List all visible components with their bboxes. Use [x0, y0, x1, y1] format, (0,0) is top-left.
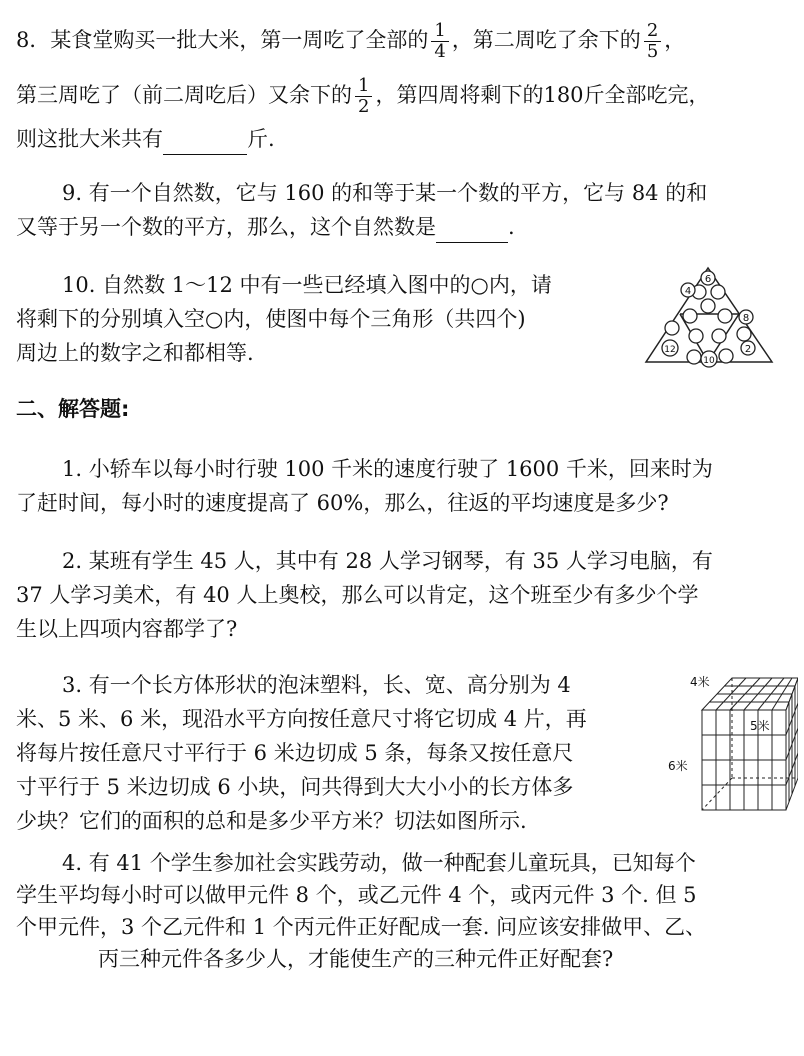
- q8-line-1: [16, 20, 685, 62]
- p3-line-1: 3. 有一个长方体形状的泡沫塑料，长、宽、高分别为 4: [62, 673, 571, 697]
- p4-line-2: 学生平均每小时可以做甲元件 8 个，或乙元件 4 个，或丙元件 3 个. 但 5: [16, 883, 697, 907]
- p2-line-2: 37 人学习美术，有 40 人上奥校，那么可以肯定，这个班至少有多少个学: [16, 583, 699, 607]
- q10-line-2: 将剩下的分别填入空○内，使图中每个三角形（共四个): [16, 307, 526, 331]
- section-heading: 二、解答题:: [16, 397, 130, 421]
- q8-line-2: [16, 75, 710, 117]
- circle-empty[interactable]: [719, 349, 733, 363]
- q8-text-3a: 则这批大米共有: [16, 127, 163, 151]
- p1-line-1: 1. 小轿车以每小时行驶 100 千米的速度行驶了 1600 千米，回来时为: [62, 457, 713, 481]
- q8-text-1a: 8．某食堂购买一批大米，第一周吃了全部的: [16, 28, 429, 52]
- p3-line-2: 米、5 米、6 米，现沿水平方向按任意尺寸将它切成 4 片，再: [16, 707, 587, 731]
- figure-number-10: 10: [703, 356, 715, 366]
- dimension-label-6m: 6米: [668, 759, 688, 773]
- figure-number-8: 8: [742, 313, 750, 324]
- p2-line-1: 2. 某班有学生 45 人，其中有 28 人学习钢琴，有 35 人学习电脑，有: [62, 549, 713, 573]
- fraction-one-quarter: [431, 21, 448, 62]
- circle-empty[interactable]: [711, 285, 725, 299]
- cuboid-grid-figure: [666, 672, 798, 818]
- q8-text-3b: 斤.: [247, 127, 275, 151]
- p4-line-3: 个甲元件，3 个乙元件和 1 个丙元件正好配成一套. 问应该安排做甲、乙、: [16, 915, 707, 939]
- triangle-circles-figure: [642, 262, 782, 374]
- figure-number-2: 2: [744, 344, 752, 355]
- circle-empty[interactable]: [718, 309, 732, 323]
- answer-blank[interactable]: [436, 212, 508, 243]
- q10-line-1: 10. 自然数 1～12 中有一些已经填入图中的○内，请: [62, 273, 552, 297]
- p3-line-5: 少块？它们的面积的总和是多少平方米？切法如图所示.: [16, 809, 527, 833]
- answer-blank[interactable]: [163, 124, 247, 155]
- fraction-numerator: 1: [431, 21, 448, 42]
- q9-text-2b: .: [508, 215, 515, 239]
- figure-number-4: 4: [684, 286, 692, 297]
- p3-line-3: 将每片按任意尺寸平行于 6 米边切成 5 条，每条又按任意尺: [16, 741, 574, 765]
- fraction-denominator: 2: [358, 96, 370, 117]
- dimension-label-5m: 5米: [750, 719, 770, 733]
- p4-line-4: 丙三种元件各多少人，才能使生产的三种元件正好配套?: [98, 947, 614, 971]
- fraction-numerator: 2: [644, 21, 661, 42]
- p1-line-2: 了赶时间，每小时的速度提高了 60%，那么，往返的平均速度是多少?: [16, 491, 669, 515]
- fraction-numerator: 1: [355, 76, 372, 97]
- q9-text-2a: 又等于另一个数的平方，那么，这个自然数是: [16, 215, 436, 239]
- circle-empty[interactable]: [683, 309, 697, 323]
- circle-empty[interactable]: [665, 321, 679, 335]
- fraction-two-fifths: [644, 21, 661, 62]
- p2-line-3: 生以上四项内容都学了?: [16, 617, 238, 641]
- p3-line-4: 寸平行于 5 米边切成 6 小块，问共得到大大小小的长方体多: [16, 775, 574, 799]
- dimension-label-4m: 4米: [690, 675, 710, 689]
- circle-empty[interactable]: [712, 329, 726, 343]
- circle-empty[interactable]: [737, 327, 751, 341]
- circle-empty[interactable]: [687, 350, 701, 364]
- q9-line-1: 9. 有一个自然数，它与 160 的和等于某一个数的平方，它与 84 的和: [62, 181, 708, 205]
- figure-number-6: 6: [704, 274, 712, 285]
- circle-empty[interactable]: [701, 299, 715, 313]
- fraction-denominator: 4: [434, 41, 446, 62]
- q8-text-1b: ，第二周吃了余下的: [451, 28, 641, 52]
- fraction-denominator: 5: [646, 41, 659, 62]
- figure-number-12: 12: [664, 345, 676, 355]
- q8-text-2b: ，第四周将剩下的180斤全部吃完，: [375, 83, 710, 107]
- q10-line-3: 周边上的数字之和都相等.: [16, 341, 254, 365]
- q8-text-2a: 第三周吃了（前二周吃后）又余下的: [16, 83, 352, 107]
- q8-text-1c: ，: [664, 28, 686, 52]
- circle-empty[interactable]: [689, 329, 703, 343]
- q9-line-2: [16, 212, 515, 243]
- q8-line-3: [16, 124, 275, 155]
- p4-line-1: 4. 有 41 个学生参加社会实践劳动，做一种配套儿童玩具，已知每个: [62, 851, 696, 875]
- fraction-one-half: [355, 76, 372, 117]
